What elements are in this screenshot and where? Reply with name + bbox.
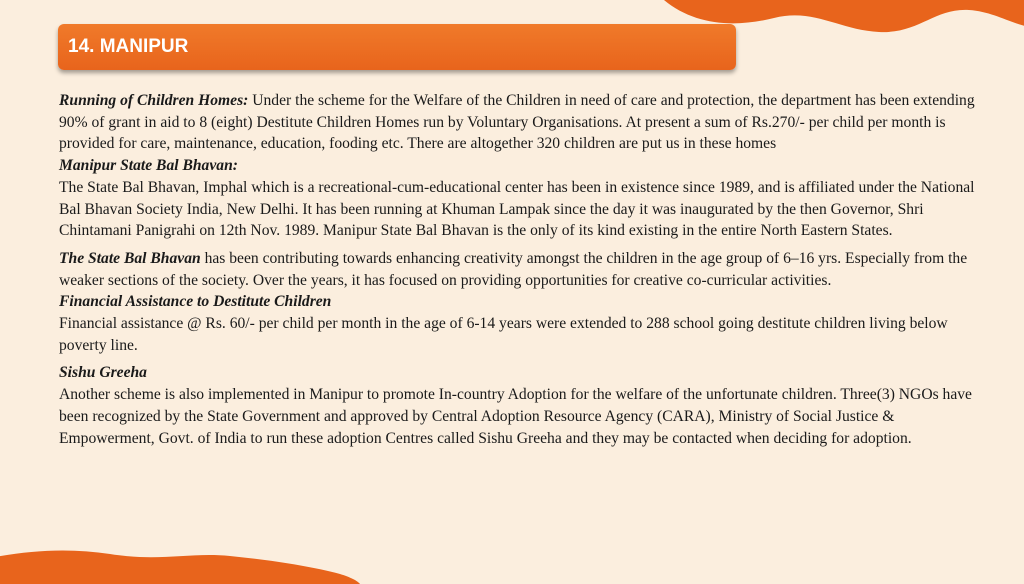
heading-children-homes: Running of Children Homes: [59, 92, 249, 109]
heading-sishu-greeha: Sishu Greeha [59, 364, 147, 382]
text-sishu-greeha: Another scheme is also implemented in Manipur to promote In-country Adoption for the welfare of the unfortunate children. Three(3) NGOs have been recognized by the State Government and approved by Central Adoption Resource Agency (CARA), Ministry of Social Justice & Empowerment, Govt. of India to run these adoption Centres called Sishu Greeha and they may be contacted when deciding for adoption. [59, 386, 972, 447]
text-children-homes: Under the scheme for the Welfare of the Children in need of care and protection, the department has been extending 90% of grant in aid to 8 (eight) Destitute Children Homes run by Voluntary Organisations. At present a sum of Rs.270/- per child per month is provided for care, maintenance, education, fooding etc. There are altogether 320 children are put us in these homes [59, 92, 975, 153]
text-creativity: has been contributing towards enhancing creativity amongst the children in the age group of 6–16 yrs. Especially from the weaker sections of the society. Over the years, it has focused on providing opportunities for creative co-curricular activities. [59, 249, 968, 289]
slide-title: 14. MANIPUR [68, 36, 189, 57]
decorative-blob-bottom [0, 544, 360, 584]
text-bal-bhavan: The State Bal Bhavan, Imphal which is a recreational-cum-educational center has been in existence since 1989, and is affiliated under the National Bal Bhavan Society India, New Delhi. It has been running at Khuman Lampak since the day it was inaugurated by the then Governor, Shri Chintamani Panigrahi on 12th Nov. 1989. Manipur State Bal Bhavan is the only of its kind existing in the entire North Eastern States. [59, 178, 975, 240]
paragraph-children-homes [59, 90, 989, 155]
text-financial: Financial assistance @ Rs. 60/- per child per month in the age of 6-14 years were extended to 288 school going destitute children living below poverty line. [59, 315, 948, 354]
title-bar [58, 24, 736, 70]
heading-creativity: The State Bal Bhavan [59, 249, 201, 267]
heading-financial: Financial Assistance to Destitute Children [59, 293, 332, 311]
slide-content [59, 90, 989, 449]
heading-bal-bhavan: Manipur State Bal Bhavan: [59, 157, 238, 175]
paragraph-creativity [59, 248, 989, 291]
